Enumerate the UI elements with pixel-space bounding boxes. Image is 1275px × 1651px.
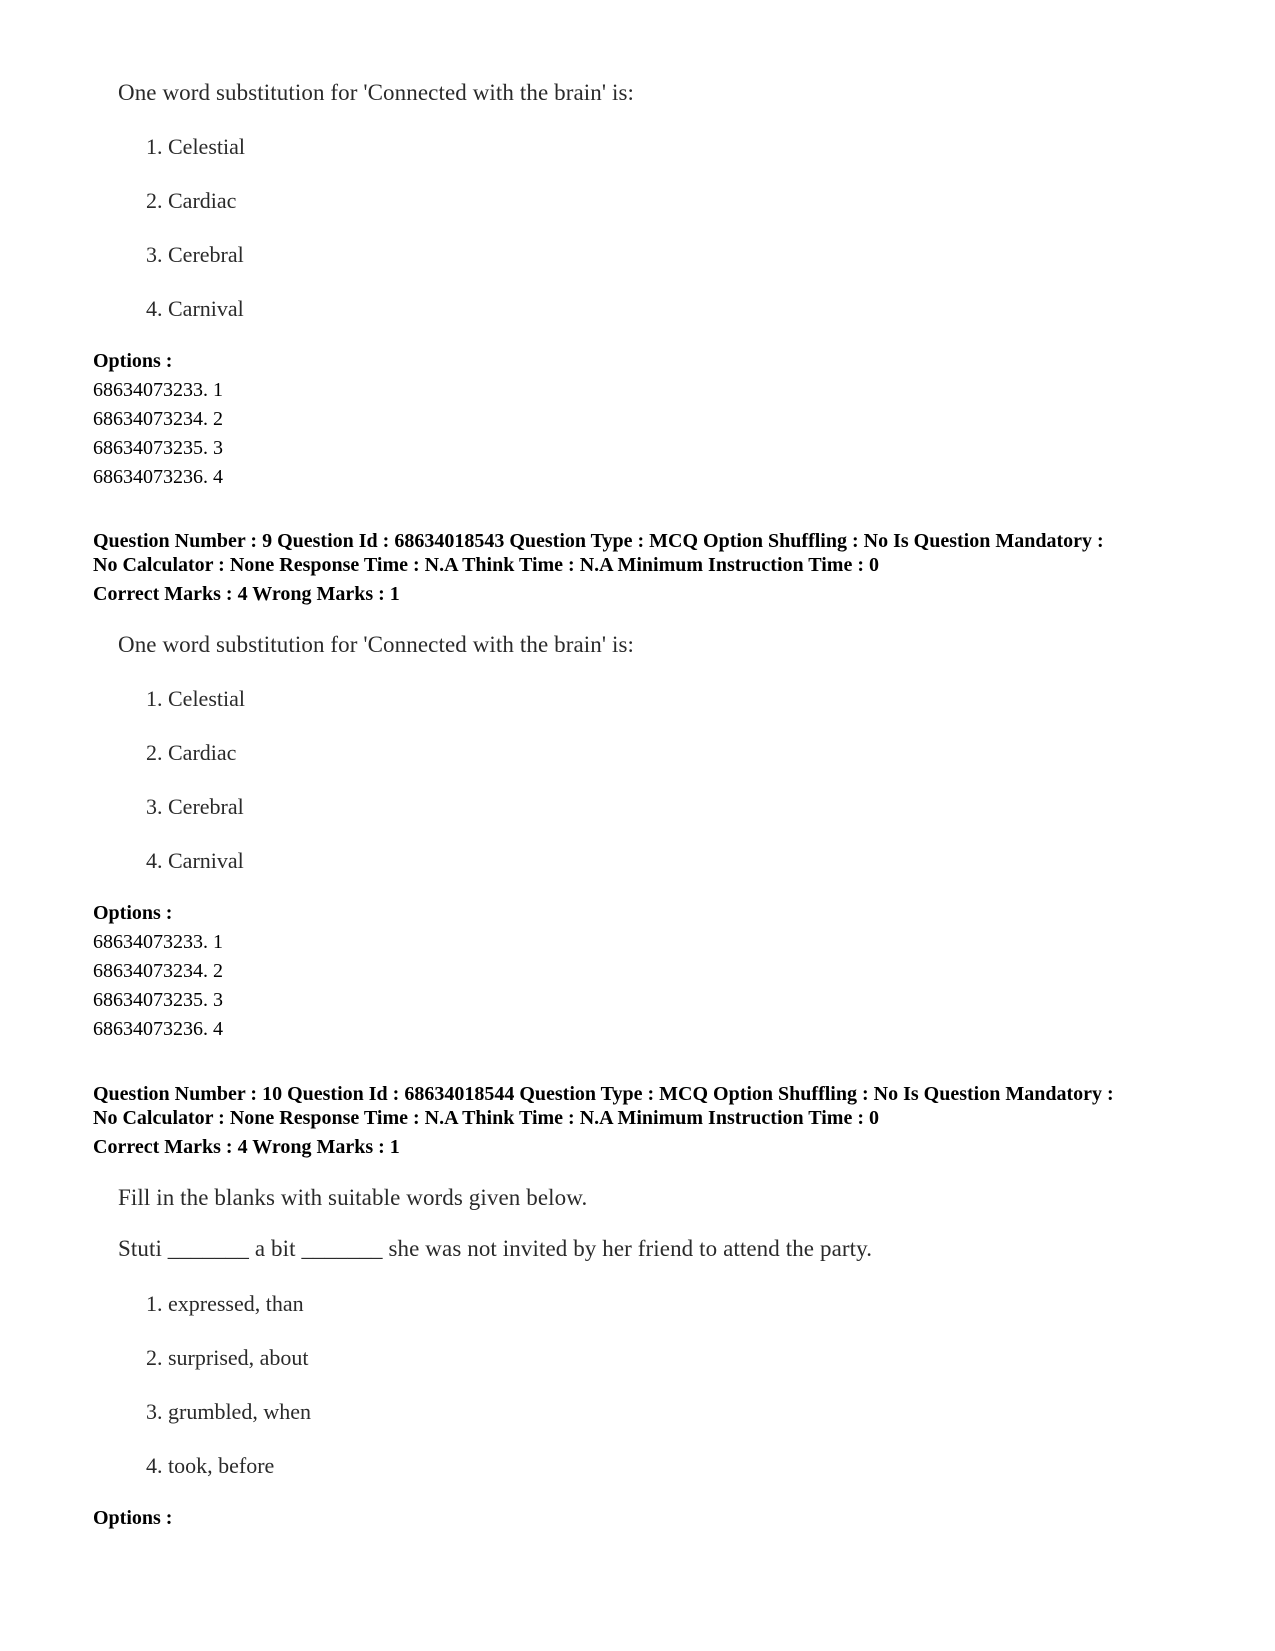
choice-4: 4. Carnival (146, 848, 244, 873)
question-sentence: Stuti _______ a bit _______ she was not invited by her friend to attend the party. (118, 1236, 873, 1261)
question-marks: Correct Marks : 4 Wrong Marks : 1 (93, 1136, 400, 1158)
option-line: 68634073234. 2 (93, 960, 223, 982)
choice-3: 3. grumbled, when (146, 1399, 311, 1424)
option-line: 68634073235. 3 (93, 437, 223, 459)
options-label: Options : (93, 902, 173, 924)
question-meta-line2: No Calculator : None Response Time : N.A Think Time : N.A Minimum Instruction Time : 0 (93, 1107, 879, 1129)
choice-3: 3. Cerebral (146, 794, 244, 819)
option-line: 68634073235. 3 (93, 989, 223, 1011)
options-label: Options : (93, 350, 173, 372)
question-text: One word substitution for 'Connected with the brain' is: (118, 80, 634, 105)
option-line: 68634073233. 1 (93, 379, 223, 401)
choice-2: 2. surprised, about (146, 1345, 309, 1370)
choice-2: 2. Cardiac (146, 188, 237, 213)
choice-4: 4. Carnival (146, 296, 244, 321)
choice-1: 1. expressed, than (146, 1291, 304, 1316)
question-marks: Correct Marks : 4 Wrong Marks : 1 (93, 583, 400, 605)
options-label: Options : (93, 1507, 173, 1529)
option-line: 68634073233. 1 (93, 931, 223, 953)
question-meta-line1: Question Number : 10 Question Id : 68634018544 Question Type : MCQ Option Shuffling : No Is Question Mandatory : (93, 1083, 1114, 1105)
choice-1: 1. Celestial (146, 134, 245, 159)
question-meta-line2: No Calculator : None Response Time : N.A Think Time : N.A Minimum Instruction Time : 0 (93, 554, 879, 576)
choice-3: 3. Cerebral (146, 242, 244, 267)
choice-4: 4. took, before (146, 1453, 275, 1478)
question-instruction: Fill in the blanks with suitable words given below. (118, 1185, 588, 1210)
option-line: 68634073234. 2 (93, 408, 223, 430)
option-line: 68634073236. 4 (93, 1018, 223, 1040)
choice-1: 1. Celestial (146, 686, 245, 711)
choice-2: 2. Cardiac (146, 740, 237, 765)
question-text: One word substitution for 'Connected with the brain' is: (118, 632, 634, 657)
option-line: 68634073236. 4 (93, 466, 223, 488)
question-meta-line1: Question Number : 9 Question Id : 68634018543 Question Type : MCQ Option Shuffling : No Is Question Mandatory : (93, 530, 1104, 552)
